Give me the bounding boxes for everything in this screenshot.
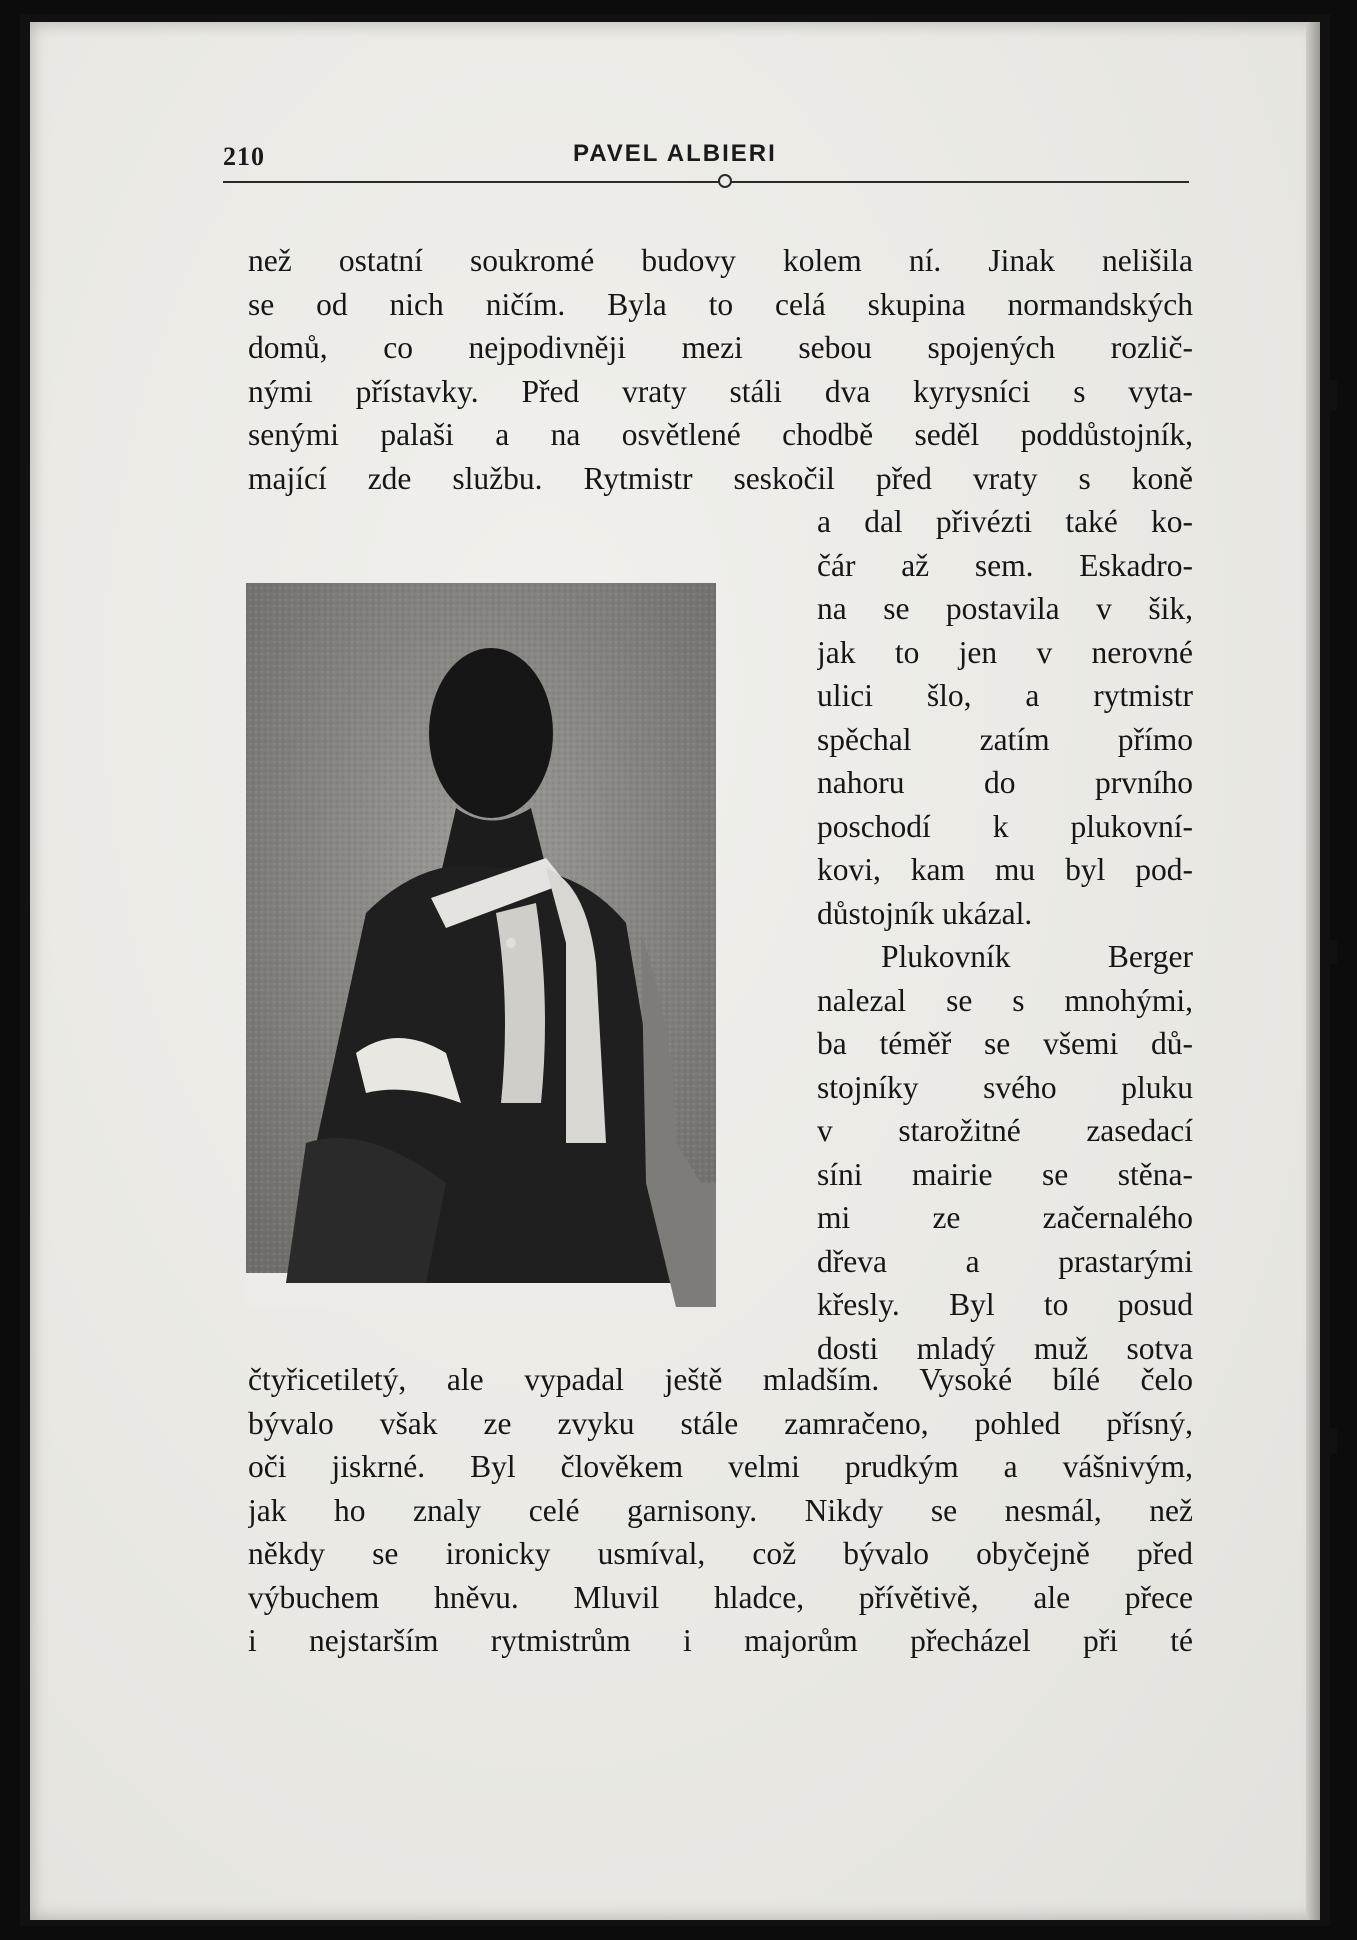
text-line: výbuchem hněvu. Mluvil hladce, přívětivě, ale přece	[248, 1579, 1193, 1615]
running-title: PAVEL ALBIERI	[573, 140, 777, 167]
text-line: v starožitné zasedací	[817, 1113, 1193, 1148]
text-line: ulici šlo, a rytmistr	[817, 678, 1193, 713]
text-line: než ostatní soukromé budovy kolem ní. Jinak nelišila	[248, 243, 1193, 278]
text-line: na se postavila v šik,	[817, 591, 1193, 626]
text-line: čtyřicetiletý, ale vypadal ještě mladším. Vysoké bílé čelo	[248, 1362, 1193, 1397]
text-line: poschodí k plukovní-	[817, 808, 1193, 844]
portrait-image	[246, 583, 716, 1307]
text-line: mající zde službu. Rytmistr seskočil před vraty s koně	[248, 460, 1193, 496]
binding-mark	[1327, 940, 1337, 964]
page-number: 210	[223, 142, 265, 171]
text-line: ba téměř se všemi dů-	[817, 1026, 1193, 1061]
text-line: mi ze začernalého	[817, 1200, 1193, 1235]
text-line: nalezal se s mnohými,	[817, 982, 1193, 1018]
text-line: někdy se ironicky usmíval, což bývalo obyčejně před	[248, 1536, 1193, 1571]
text-line: kovi, kam mu byl pod-	[817, 852, 1193, 887]
binding-mark	[1325, 1428, 1337, 1454]
text-line: senými palaši a na osvětlené chodbě seděl poddůstojník,	[248, 417, 1193, 452]
text-line: důstojník ukázal.	[817, 895, 1033, 931]
text-line: křesly. Byl to posud	[817, 1287, 1193, 1322]
text-line: bývalo však ze zvyku stále zamračeno, pohled přísný,	[248, 1405, 1193, 1441]
page-edge-shadow	[1306, 22, 1320, 1920]
running-header	[223, 118, 1189, 171]
paragraph-top	[248, 239, 1193, 500]
text-line: spěchal zatím přímo	[817, 721, 1193, 757]
text-line: oči jiskrné. Byl člověkem velmi prudkým a vášnivým,	[248, 1449, 1193, 1484]
text-line: se od nich ničím. Byla to celá skupina normandských	[248, 286, 1193, 322]
text-line: stojníky svého pluku	[817, 1069, 1193, 1105]
text-line: dosti mladý muž sotva	[817, 1330, 1193, 1366]
text-line: domů, co nejpodivněji mezi sebou spojených rozlič-	[248, 330, 1193, 365]
portrait-illustration	[246, 583, 716, 1307]
binding-mark	[1327, 380, 1337, 410]
text-line: čár až sem. Eskadro-	[817, 547, 1193, 583]
text-line: síni mairie se stěna-	[817, 1156, 1193, 1192]
header-ornament	[718, 174, 732, 188]
text-line: jak ho znaly celé garnisony. Nikdy se nesmál, než	[248, 1492, 1193, 1528]
text-line: Plukovník Berger	[881, 939, 1193, 974]
paragraph-beside-image	[817, 500, 1193, 1370]
text-line: jak to jen v nerovné	[817, 634, 1193, 670]
text-line: nahoru do prvního	[817, 765, 1193, 800]
text-line: nými přístavky. Před vraty stáli dva kyrysníci s vyta-	[248, 373, 1193, 409]
text-line: i nejstarším rytmistrům i majorům přecházel při té	[248, 1623, 1193, 1658]
paragraph-bottom	[248, 1358, 1193, 1663]
text-line: a dal přivézti také ko-	[817, 504, 1193, 539]
text-line: dřeva a prastarými	[817, 1243, 1193, 1279]
header-rule	[223, 181, 1189, 183]
